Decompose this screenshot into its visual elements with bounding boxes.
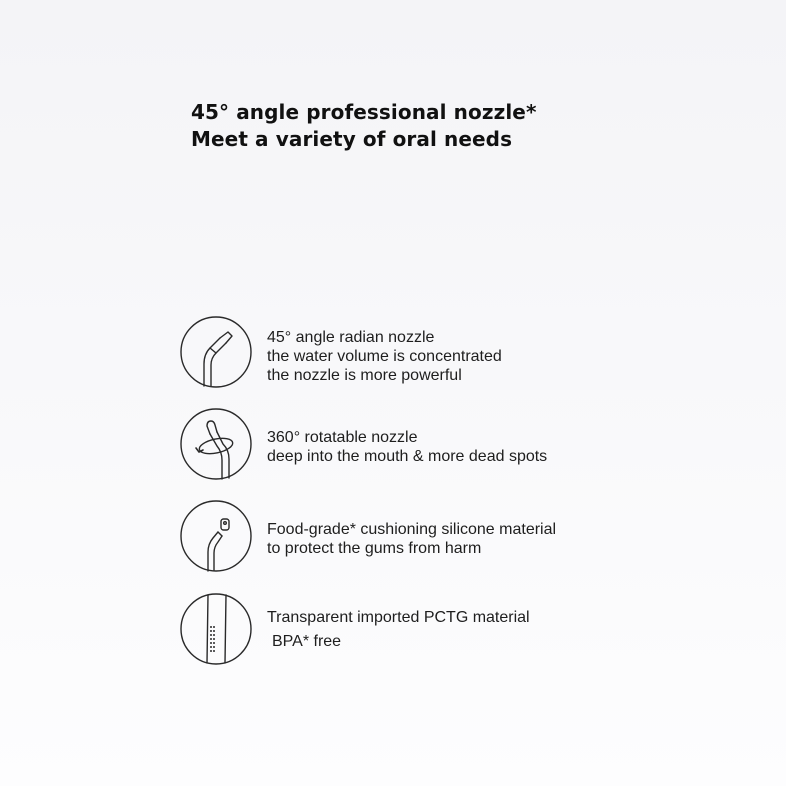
feature-line: 360° rotatable nozzle bbox=[267, 429, 418, 446]
feature-line: Transparent imported PCTG material bbox=[267, 609, 530, 626]
feature-line: 45° angle radian nozzle bbox=[267, 329, 435, 346]
silicone-tip-icon bbox=[180, 500, 252, 572]
rotatable-nozzle-icon bbox=[180, 408, 252, 480]
feature-line: BPA* free bbox=[272, 633, 342, 650]
feature-transparent-tube bbox=[180, 593, 620, 667]
feature-text bbox=[267, 520, 556, 558]
headline-line-2: Meet a variety of oral needs bbox=[191, 127, 513, 151]
feature-text bbox=[267, 608, 530, 651]
feature-silicone-tip bbox=[180, 500, 620, 574]
feature-line: the water volume is concentrated bbox=[267, 348, 502, 365]
feature-rotatable-nozzle bbox=[180, 408, 620, 482]
feature-line: Food-grade* cushioning silicone material bbox=[267, 521, 557, 538]
feature-line: deep into the mouth & more dead spots bbox=[267, 448, 548, 465]
headline bbox=[191, 99, 537, 153]
feature-line: to protect the gums from harm bbox=[267, 540, 482, 557]
feature-angled-nozzle bbox=[180, 316, 620, 390]
feature-text bbox=[267, 428, 547, 466]
feature-line: the nozzle is more powerful bbox=[267, 367, 462, 384]
feature-text bbox=[267, 328, 502, 385]
angled-nozzle-icon bbox=[180, 316, 252, 388]
headline-line-1: 45° angle professional nozzle* bbox=[191, 100, 537, 124]
transparent-tube-icon bbox=[180, 593, 252, 665]
